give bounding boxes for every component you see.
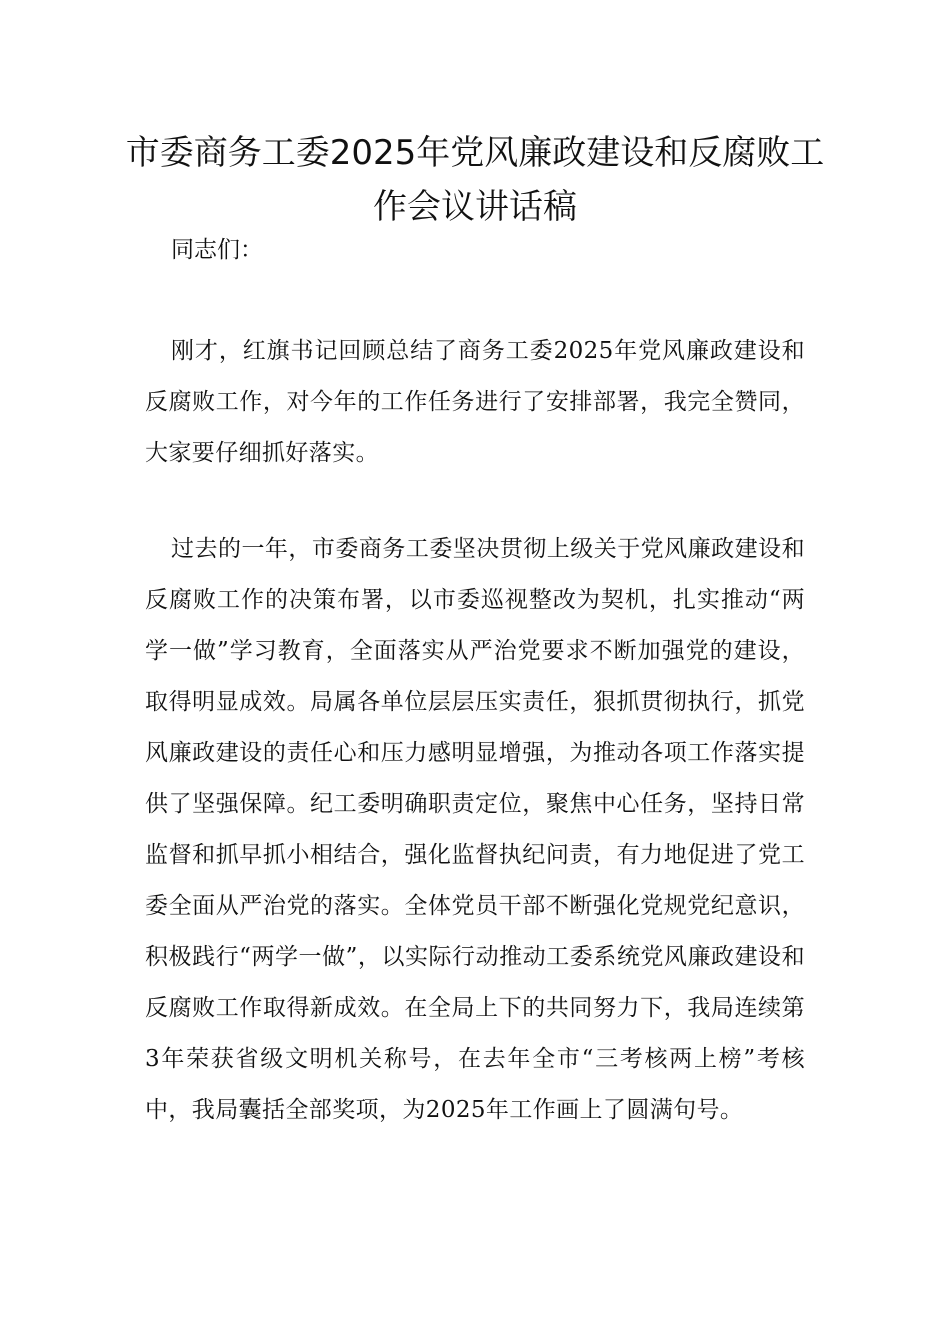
paragraph-1: 刚才，红旗书记回顾总结了商务工委2025年党风廉政建设和反腐败工作，对今年的工作任务进行了安排部署，我完全赞同，大家要仔细抓好落实。 [145,338,805,466]
salutation: 同志们： [171,237,263,263]
document-title: 市委商务工委2025年党风廉政建设和反腐败工作会议讲话稿 [125,133,825,227]
paragraph-2: 过去的一年，市委商务工委坚决贯彻上级关于党风廉政建设和反腐败工作的决策布署，以市委巡视整改为契机，扎实推动“两学一做”学习教育，全面落实从严治党要求不断加强党的建设，取得明显成效。局属各单位层层压实责任，狠抓贯彻执行，抓党风廉政建设的责任心和压力感明显增强，为推动各项工作落实提供了坚强保障。纪工委明确职责定位，聚焦中心任务，坚持日常监督和抓早抓小相结合，强化监督执纪问责，有力地促进了党工委全面从严治党的落实。全体党员干部不断强化党规党纪意识，积极践行“两学一做”，以实际行动推动工委系统党风廉政建设和反腐败工作取得新成效。在全局上下的共同努力下，我局连续第3年荣获省级文明机关称号，在去年全市“三考核两上榜”考核中，我局囊括全部奖项，为2025年工作画上了圆满句号。 [145,536,805,1123]
